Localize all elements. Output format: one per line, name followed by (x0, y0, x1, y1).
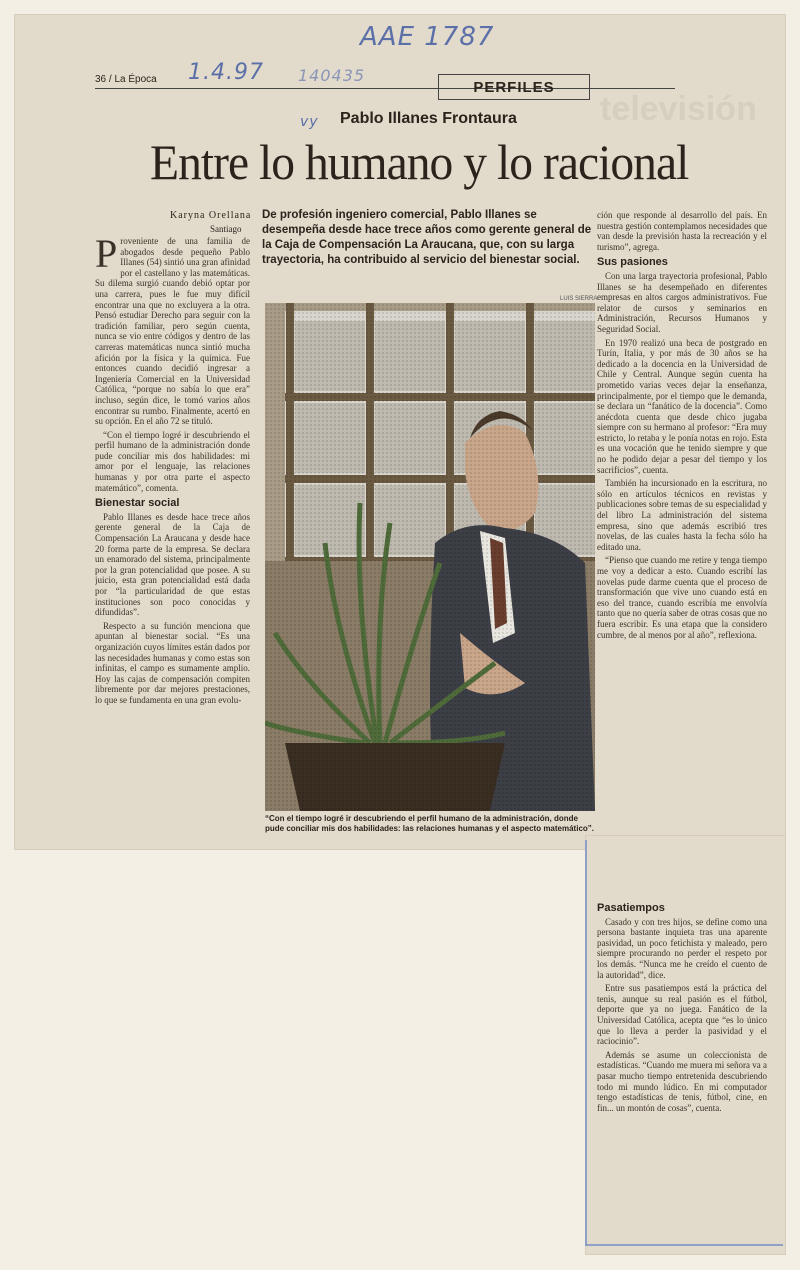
paragraph: Respecto a su función menciona que apuntan al bienestar social. “Es una organización cuyos límites están dados por las necesidades humanas y como estas son infinitas, el campo es sumamente amplio. Hoy las cajas de compensación compiten libremente por dar mejores prestaciones, lo que se fundamenta en una gran evolu- (95, 620, 250, 705)
portrait-illustration (265, 303, 595, 811)
standfirst: De profesión ingeniero comercial, Pablo Illanes se desempeña desde hace trece años como gerente general de la Caja de Compensación La Araucana, que, con su larga trayectoria, ha contribuido al servicio del bienestar social. (262, 209, 592, 266)
subhead-pasiones: Sus pasiones (597, 256, 668, 269)
byline: Karyna Orellana (170, 210, 252, 221)
subhead-pasatiempos: Pasatiempos (597, 902, 665, 914)
column-left (95, 236, 250, 842)
paragraph: Casado y con tres hijos, se define como una persona bastante inquieta tras una aparente pasividad, un poco fetichista y maleado, pero siempre procurando no perder el respeto por los demás. “Nunca me he creído el cuento de la autoridad”, dice. (597, 916, 767, 980)
portrait-photo (265, 303, 595, 811)
number-annotation: 140435 (298, 66, 366, 85)
paragraph: Con una larga trayectoria profesional, Pablo Illanes se ha desempeñado en diferentes empresas en altos cargos administrativos. Fue relator de cursos y seminarios en Administración, Recursos Humanos y Seguridad Social. (597, 270, 767, 334)
paragraph: Además se asume un coleccionista de estadísticas. “Cuando me muera mi señora va a pasar mucho tiempo entretenida descubriendo todo mi mundo lúdico. En mi computador tengo estadísticas de tenis, fútbol, cine, en fin... un montón de cosas”, cuenta. (597, 1049, 767, 1113)
paragraph: También ha incursionado en la escritura, no sólo en artículos técnicos en revistas y publicaciones sobre temas de su especialidad y del libro La administración del sistema empresa, sino que además escribió tres novelas, de las cuales hasta la fecha sólo ha editado una. (597, 478, 767, 552)
paragraph: Entre sus pasatiempos está la práctica del tenis, aunque su real pasión es el fútbol, deporte que ya no juega. Fanático de la Universidad Católica, acepta que “es lo único que lo lleva a perder la pasividad y el raciocinio”. (597, 983, 767, 1047)
bleed-through-text: televisión (600, 90, 757, 128)
page-folio: 36 / La Época (95, 74, 157, 85)
photo-credit: LUIS SIERRA (560, 296, 598, 302)
mark-annotation: vy (300, 114, 319, 130)
photo-caption: “Con el tiempo logré ir descubriendo el perfil humano de la administración, donde pude conciliar mis dos habilidades: las relaciones humanas y el aspecto matemático”. (265, 814, 595, 833)
article-headline: Entre lo humano y lo racional (150, 134, 689, 190)
date-annotation: 1.4.97 (188, 60, 264, 85)
paragraph: ción que responde al desarrollo del país. En nuestra gestión contemplamos necesidades que van desde la previsión hasta la recreación y el turismo”, agrega. (597, 210, 767, 252)
section-label: PERFILES (438, 74, 590, 100)
paragraph: En 1970 realizó una beca de postgrado en Turín, Italia, y por más de 30 años se ha dedicado a la docencia en la Universidad de Chile y Central. Aunque según cuenta ha prometido varias veces dejar la enseñanza, principalmente, por el tiempo que le demanda, se declara un “fanático de la docencia”. Como anécdota cuenta que desde chico jugaba siempre con su hermano al profesor: “Era muy estricto, lo retaba y le ponía notas en rojo. Esta es una vocación que he tenido siempre y que no he podido dejar a pesar del tiempo y los sacrificios”, cuenta. (597, 337, 767, 475)
pencil-line-vertical (585, 840, 587, 1245)
paragraph: Pablo Illanes es desde hace trece años gerente general de la Caja de Compensación La Araucana y desde hace 20 forma parte de la empresa. Se declara un enamorado del sistema, principalmente por la gran potencialidad que posee. A su juicio, esta gran potencialidad está dada por “la particularidad de que estas instituciones son poco conocidas y difundidas”. (95, 511, 250, 618)
column-right (597, 210, 767, 900)
subhead-bienestar: Bienestar social (95, 497, 180, 510)
paragraph: “Con el tiempo logré ir descubriendo el perfil humano de la administración donde pude conciliar mis dos habilidades: mi amor por el lenguaje, las relaciones humanas y por otra parte el aspecto matemático”, comenta. (95, 429, 250, 493)
article-kicker: Pablo Illanes Frontaura (340, 110, 517, 127)
column-right-continued (597, 898, 767, 1248)
paragraph: “Pienso que cuando me retire y tenga tiempo me voy a dedicar a esto. Cuando escribí las novelas pude darme cuenta que el proceso de transformación que vive uno cuando está en eso del trance, cuando escribía me envolvía tanto que no quería saber de otras cosas que no fuera escribir. Es una etapa que la considero cumbre, de al menos por al año”, reflexiona. (597, 555, 767, 640)
drop-cap: P (95, 236, 118, 276)
dateline: Santiago (210, 224, 242, 234)
archive-code-annotation: AAE 1787 (360, 22, 495, 52)
paragraph: Proveniente de una familia de abogados desde pequeño Pablo Illanes (54) sintió una gran afinidad por el castellano y las matemáticas. Su dilema surgió cuando debió optar por una carrera, pues le fue muy difícil encontrar una que no excluyera a la otra. Pensó estudiar Derecho para seguir con la tradición familiar, pero según cuenta, nunca se vio entre códigos y dentro de las carreras matemáticas nunca sintió mucha afición por la física y la química. Fue entonces cuando decidió ingresar a Ingeniería Comercial en la Universidad Católica, “porque no sabía lo que era” incluso, según dice, le tomó varios años encontrar su rumbo. Finalmente, acertó en su opción. En el año 72 se tituló. (95, 236, 250, 427)
